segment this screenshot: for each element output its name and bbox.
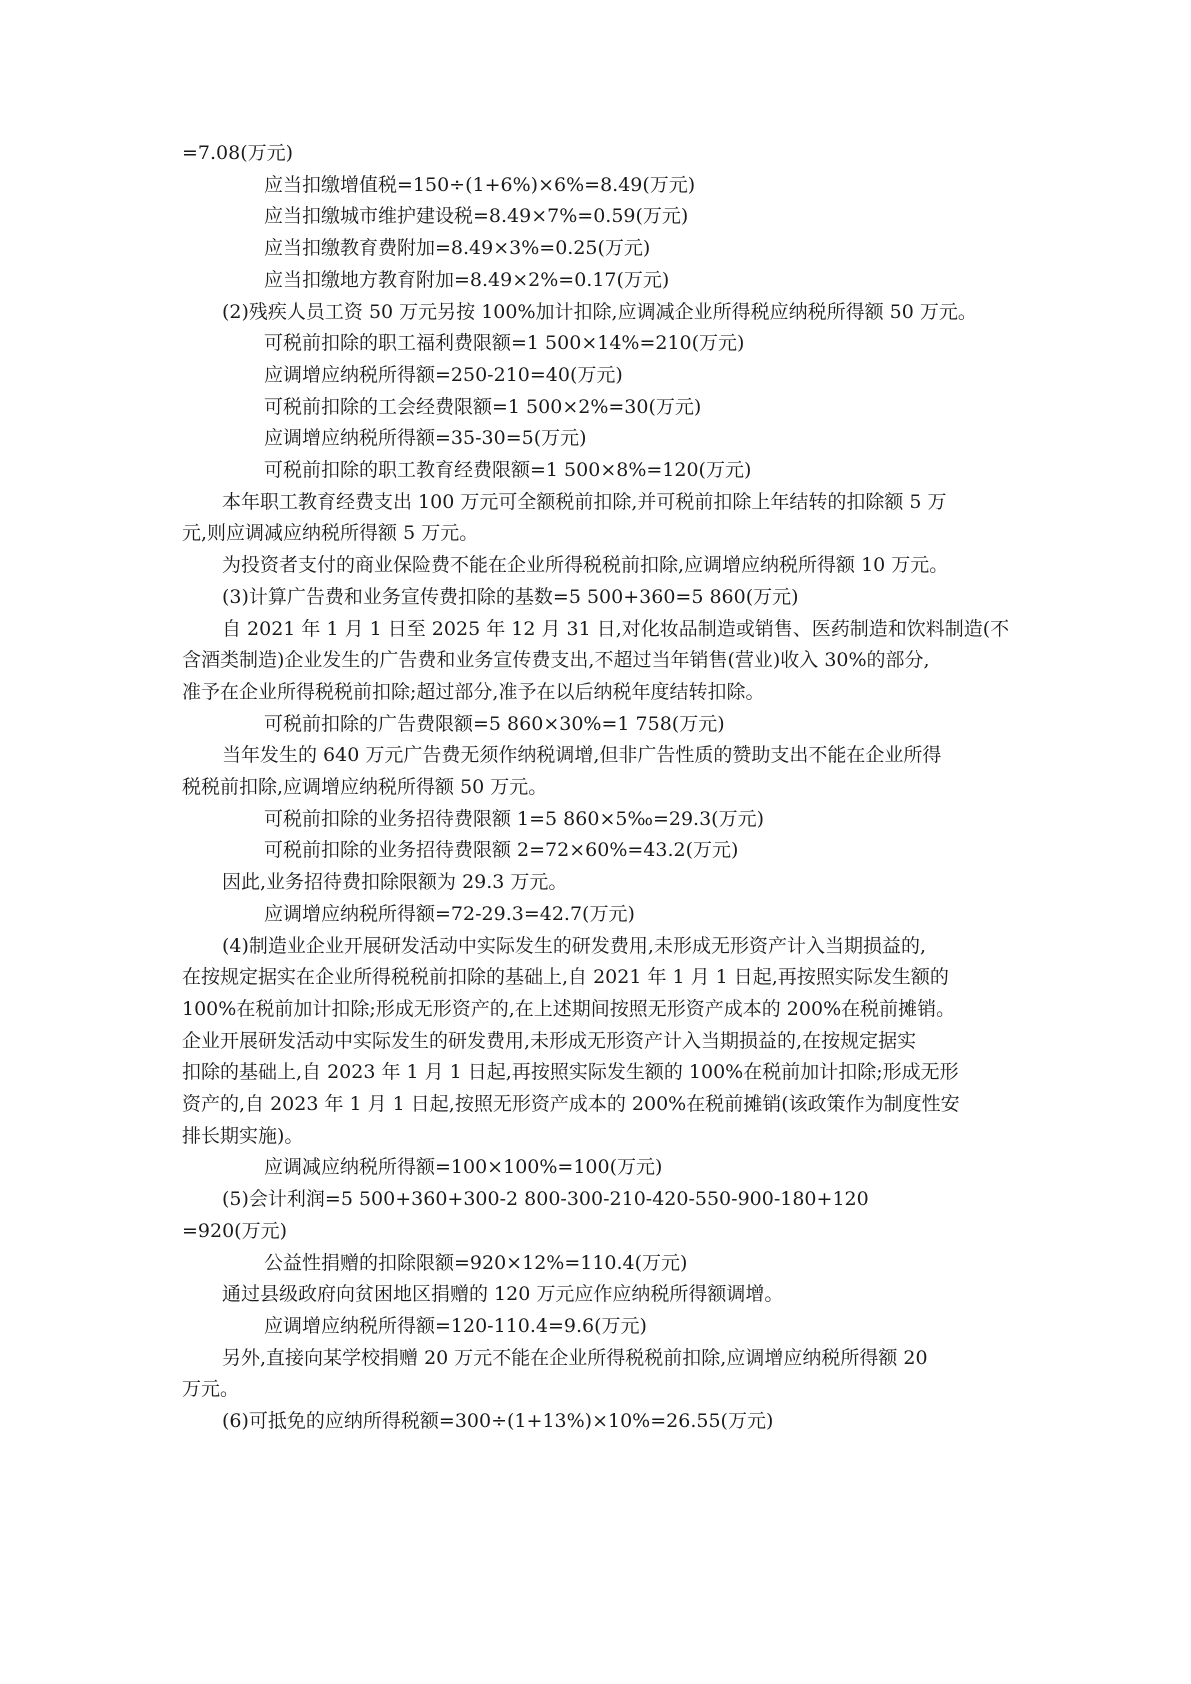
text-line-12: 本年职工教育经费支出 100 万元可全额税前扣除,并可税前扣除上年结转的扣除额 5 万	[222, 490, 947, 513]
text-line-5: 应当扣缴地方教育附加=8.49×2%=0.17(万元)	[264, 268, 670, 291]
text-line-20: 当年发生的 640 万元广告费无须作纳税调增,但非广告性质的赞助支出不能在企业所得	[222, 744, 942, 767]
text-line-21: 税税前扣除,应调增应纳税所得额 50 万元。	[182, 776, 548, 798]
text-line-30: 扣除的基础上,自 2023 年 1 月 1 日起,再按照实际发生额的 100%在税前加计扣除;形成无形	[182, 1061, 959, 1084]
text-line-31: 资产的,自 2023 年 1 月 1 日起,按照无形资产成本的 200%在税前摊销(该政策作为制度性安	[182, 1093, 960, 1115]
text-line-39: 另外,直接向某学校捐赠 20 万元不能在企业所得税税前扣除,应调增应纳税所得额 20	[222, 1346, 928, 1369]
text-line-1: =7.08(万元)	[182, 142, 294, 164]
text-line-19: 可税前扣除的广告费限额=5 860×30%=1 758(万元)	[264, 712, 725, 735]
text-line-41: (6)可抵免的应纳所得税额=300÷(1+13%)×10%=26.55(万元)	[222, 1410, 774, 1432]
text-line-25: 应调增应纳税所得额=72-29.3=42.7(万元)	[264, 902, 635, 925]
text-line-4: 应当扣缴教育费附加=8.49×3%=0.25(万元)	[264, 237, 651, 260]
text-line-38: 应调增应纳税所得额=120-110.4=9.6(万元)	[264, 1314, 647, 1337]
text-line-17: 含酒类制造)企业发生的广告费和业务宣传费支出,不超过当年销售(营业)收入 30%的部分,	[182, 649, 930, 672]
text-line-15: (3)计算广告费和业务宣传费扣除的基数=5 500+360=5 860(万元)	[222, 585, 799, 608]
text-line-34: (5)会计利润=5 500+360+300-2 800-300-210-420-550-900-180+120	[222, 1188, 869, 1211]
text-line-27: 在按规定据实在企业所得税税前扣除的基础上,自 2021 年 1 月 1 日起,再按照实际发生额的	[182, 966, 949, 989]
text-line-3: 应当扣缴城市维护建设税=8.49×7%=0.59(万元)	[264, 205, 689, 228]
text-line-33: 应调减应纳税所得额=100×100%=100(万元)	[264, 1156, 663, 1179]
text-line-35: =920(万元)	[182, 1219, 288, 1242]
text-line-24: 因此,业务招待费扣除限额为 29.3 万元。	[222, 871, 568, 894]
text-line-36: 公益性捐赠的扣除限额=920×12%=110.4(万元)	[264, 1251, 688, 1274]
text-line-9: 可税前扣除的工会经费限额=1 500×2%=30(万元)	[264, 395, 702, 418]
text-line-28: 100%在税前加计扣除;形成无形资产的,在上述期间按照无形资产成本的 200%在税前摊销。	[182, 997, 956, 1020]
text-line-29: 企业开展研发活动中实际发生的研发费用,未形成无形资产计入当期损益的,在按规定据实	[182, 1029, 917, 1052]
text-line-7: 可税前扣除的职工福利费限额=1 500×14%=210(万元)	[264, 332, 745, 355]
text-line-11: 可税前扣除的职工教育经费限额=1 500×8%=120(万元)	[264, 459, 752, 481]
text-line-6: (2)残疾人员工资 50 万元另按 100%加计扣除,应调减企业所得税应纳税所得额 50 万元。	[222, 300, 977, 323]
text-line-8: 应调增应纳税所得额=250-210=40(万元)	[264, 363, 623, 386]
text-line-26: (4)制造业企业开展研发活动中实际发生的研发费用,未形成无形资产计入当期损益的,	[222, 934, 926, 957]
text-line-40: 万元。	[182, 1378, 240, 1401]
text-line-22: 可税前扣除的业务招待费限额 1=5 860×5‰=29.3(万元)	[264, 807, 764, 830]
text-line-14: 为投资者支付的商业保险费不能在企业所得税税前扣除,应调增应纳税所得额 10 万元。	[222, 554, 949, 577]
text-line-10: 应调增应纳税所得额=35-30=5(万元)	[264, 427, 587, 450]
text-line-2: 应当扣缴增值税=150÷(1+6%)×6%=8.49(万元)	[264, 173, 696, 196]
text-line-18: 准予在企业所得税税前扣除;超过部分,准予在以后纳税年度结转扣除。	[182, 680, 765, 703]
text-line-23: 可税前扣除的业务招待费限额 2=72×60%=43.2(万元)	[264, 839, 739, 862]
text-line-37: 通过县级政府向贫困地区捐赠的 120 万元应作应纳税所得额调增。	[222, 1283, 784, 1306]
text-line-13: 元,则应调减应纳税所得额 5 万元。	[182, 522, 479, 545]
text-line-16: 自 2021 年 1 月 1 日至 2025 年 12 月 31 日,对化妆品制造或销售、医药制造和饮料制造(不	[222, 617, 1010, 640]
text-line-32: 排长期实施)。	[182, 1124, 304, 1147]
